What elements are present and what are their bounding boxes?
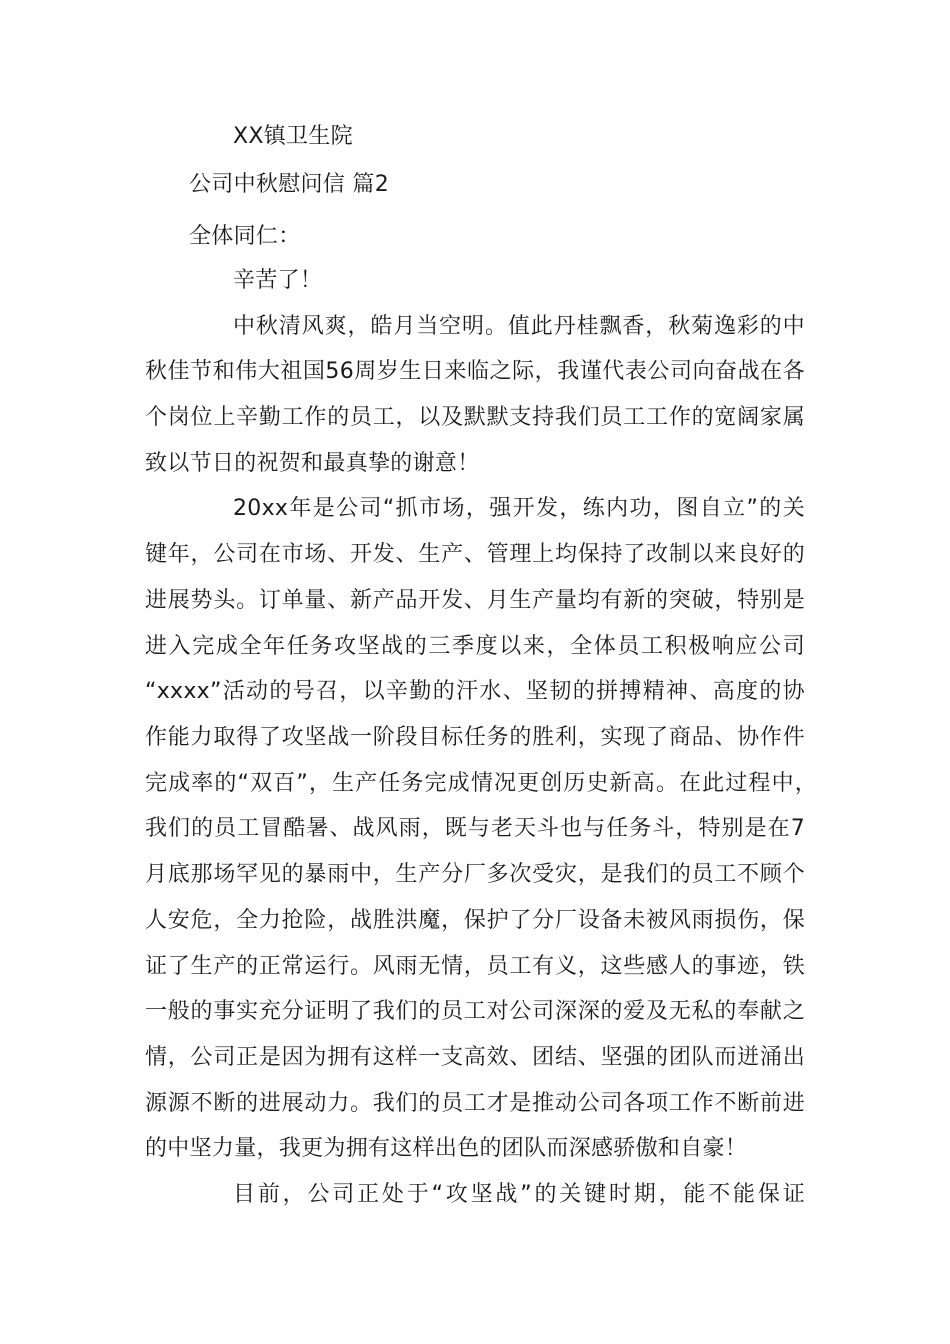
paragraph-line: 完成率的“双百”，生产任务完成情况更创历史新高。在此过程中，: [145, 771, 817, 796]
paragraph-line: 证了生产的正常运行。风雨无情，员工有义，这些感人的事迹，铁: [145, 954, 805, 979]
paragraph-line: 源源不断的进展动力。我们的员工才是推动公司各项工作不断前进: [145, 1091, 805, 1116]
paragraph-line: “xxxx”活动的号召，以辛勤的汗水、坚韧的拼搏精神、高度的协: [145, 679, 805, 704]
paragraph-line: 的中坚力量，我更为拥有这样出色的团队而深感骄傲和自豪！: [145, 1136, 748, 1161]
paragraph-line: 作能力取得了攻坚战一阶段目标任务的胜利，实现了商品、协作件: [145, 725, 805, 750]
paragraph-line: 个岗位上辛勤工作的员工，以及默默支持我们员工工作的宽阔家属: [145, 405, 805, 430]
paragraph-line: 目前，公司正处于“攻坚战”的关键时期，能不能保证: [233, 1182, 805, 1207]
paragraph-line: 月底那场罕见的暴雨中，生产分厂多次受灾，是我们的员工不顾个: [145, 862, 805, 887]
paragraph-line: 秋佳节和伟大祖国56周岁生日来临之际，我谨代表公司向奋战在各: [145, 359, 805, 384]
paragraph-line: 进展势头。订单量、新产品开发、月生产量均有新的突破，特别是: [145, 588, 805, 613]
line-title: 公司中秋慰问信 篇2: [189, 172, 389, 197]
line-salutation: 全体同仁：: [189, 224, 301, 249]
paragraph-line: 20xx年是公司“抓市场，强开发，练内功，图自立”的关: [233, 496, 805, 521]
paragraph-line: 键年，公司在市场、开发、生产、管理上均保持了改制以来良好的: [145, 542, 805, 567]
paragraph-line: 中秋清风爽，皓月当空明。值此丹桂飘香，秋菊逸彩的中: [233, 314, 805, 339]
paragraph-line: 人安危，全力抢险，战胜洪魔，保护了分厂设备未被风雨损伤，保: [145, 908, 805, 933]
paragraph-line: 致以节日的祝贺和最真挚的谢意！: [145, 451, 480, 476]
line-greeting: 辛苦了！: [233, 268, 323, 293]
line-signature: XX镇卫生院: [233, 124, 353, 149]
paragraph-line: 情，公司正是因为拥有这样一支高效、团结、坚强的团队而迸涌出: [145, 1045, 805, 1070]
paragraph-line: 进入完成全年任务攻坚战的三季度以来，全体员工积极响应公司: [145, 634, 805, 659]
paragraph-line: 一般的事实充分证明了我们的员工对公司深深的爱及无私的奉献之: [145, 999, 805, 1024]
paragraph-line: 我们的员工冒酷暑、战风雨，既与老天斗也与任务斗，特别是在7: [145, 816, 805, 841]
